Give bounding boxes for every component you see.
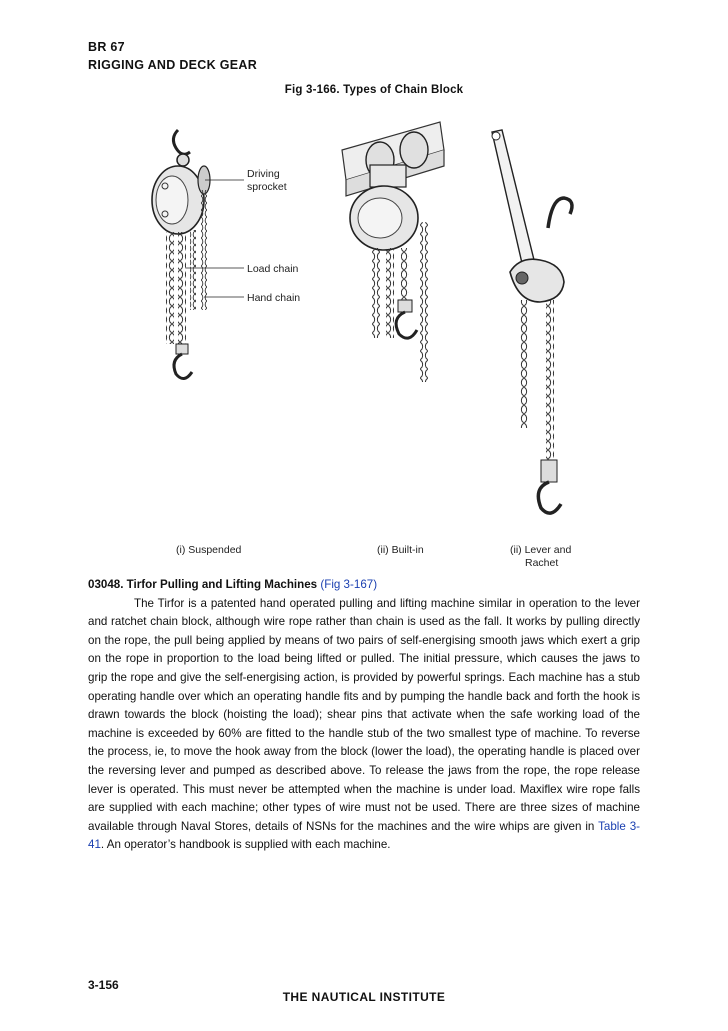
page-number: 3-156 <box>88 978 119 992</box>
paragraph-heading: 03048. Tirfor Pulling and Lifting Machines <box>88 578 318 591</box>
publisher-footer: THE NAUTICAL INSTITUTE <box>282 990 446 1004</box>
built-in-chain-block <box>342 122 444 382</box>
paragraph-heading-line <box>88 576 640 595</box>
figure-reference-link[interactable]: Fig 3-167 <box>324 578 374 591</box>
paragraph-03048 <box>88 576 640 855</box>
figure-title: Fig 3-166. Types of Chain Block <box>284 84 464 96</box>
body-text-part1: The Tirfor is a patented hand operated pulling and lifting machine similar in operation to the lever and ratchet chain block, although wire rope rather than chain is used as the fall. It works by pulling directly on the rope, the pull being applied by means of two pairs of self-energising smooth jaws which exert a grip on the rope in proportion to the load being lifted or pulled. The initial pressure, which causes the jaws to grip the rope and give the self-energising action, is provided by powerful springs. Each machine has a stub operating handle over which an operating handle fits and by pumping the handle back and forth the hook is drawn towards the block (hoisting the load); shear pins that activate when the safe working load of the machine is exceeded by 60% are fitted to the handle stub of the two smallest type of machine. To reverse the process, ie, to move the hook away from the block (lower the load), the operating handle is placed over the reversing lever and pumped as described above. To release the jaws from the rope, the rope release lever is operated. This must never be attempted when the machine is under load. Maxiflex wire rope falls are supplied with each machine; other types of wire must not be used. There are three sizes of machine available through Naval Stores, details of NSNs for the machines and the wire whips are given in <box>88 596 640 833</box>
suspended-chain-block <box>152 130 244 379</box>
label-hand-chain: Hand chain <box>247 292 301 304</box>
label-driving: Driving <box>247 168 280 180</box>
figure-reference-open: ( <box>320 578 325 591</box>
caption-suspended: (i) Suspended <box>176 544 242 556</box>
section-title: RIGGING AND DECK GEAR <box>88 58 258 72</box>
caption-lever-line1: (ii) Lever and <box>510 544 572 556</box>
body-text-part2: . An operator’s handbook is supplied with each machine. <box>100 838 391 852</box>
label-sprocket: sprocket <box>247 181 287 193</box>
caption-lever-line2: Rachet <box>525 557 559 569</box>
caption-built-in: (ii) Built-in <box>377 544 424 556</box>
label-load-chain: Load chain <box>247 263 299 275</box>
document-code: BR 67 <box>88 40 125 54</box>
figure-reference-close: ) <box>373 578 378 591</box>
lever-ratchet-block <box>492 130 572 513</box>
paragraph-body <box>88 595 640 855</box>
table-reference-link[interactable]: Table 3-41 <box>88 819 640 852</box>
